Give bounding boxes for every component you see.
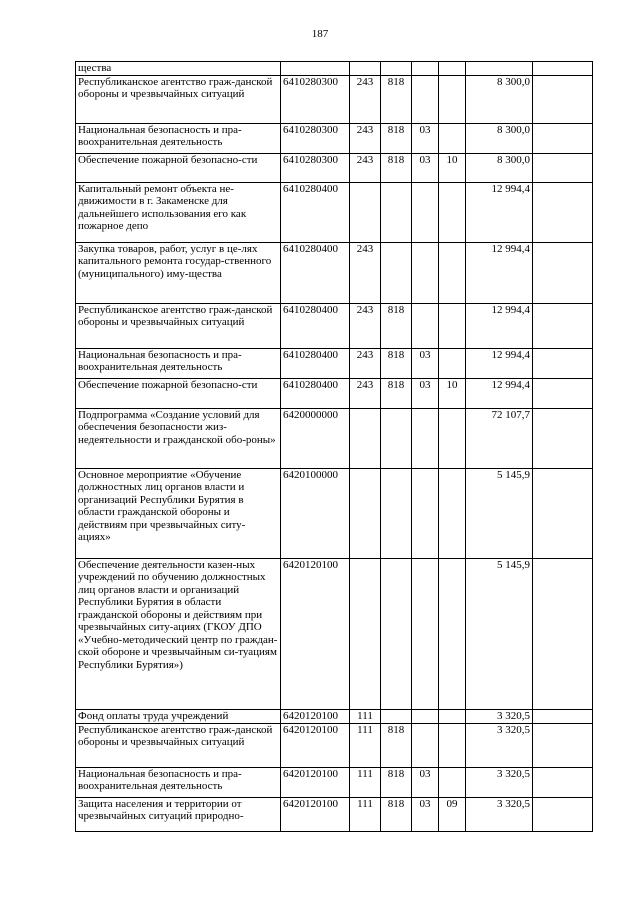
row-name: Республиканское агентство граж-данской обороны и чрезвычайных ситуаций xyxy=(76,723,281,767)
row-code: 6410280300 xyxy=(281,153,350,182)
row-expense-type: 111 xyxy=(350,767,381,797)
row-subsection xyxy=(439,558,466,709)
row-expense-type xyxy=(350,62,381,76)
row-administrator xyxy=(381,242,412,303)
table-row xyxy=(76,723,593,767)
row-code: 6420120100 xyxy=(281,723,350,767)
row-section: 03 xyxy=(412,123,439,153)
row-code: 6410280300 xyxy=(281,75,350,123)
row-empty-cell xyxy=(533,303,593,348)
row-expense-type: 243 xyxy=(350,153,381,182)
row-amount: 8 300,0 xyxy=(466,75,533,123)
row-expense-type: 243 xyxy=(350,75,381,123)
row-administrator xyxy=(381,408,412,468)
row-subsection xyxy=(439,303,466,348)
row-code: 6410280400 xyxy=(281,182,350,242)
row-code: 6410280400 xyxy=(281,378,350,408)
row-expense-type xyxy=(350,468,381,558)
row-empty-cell xyxy=(533,767,593,797)
row-name: Обеспечение пожарной безопасно-сти xyxy=(76,153,281,182)
row-section xyxy=(412,62,439,76)
row-expense-type: 243 xyxy=(350,378,381,408)
row-administrator: 818 xyxy=(381,123,412,153)
row-empty-cell xyxy=(533,242,593,303)
row-name: Республиканское агентство граж-данской обороны и чрезвычайных ситуаций xyxy=(76,75,281,123)
row-code: 6420000000 xyxy=(281,408,350,468)
row-subsection: 09 xyxy=(439,797,466,831)
row-empty-cell xyxy=(533,408,593,468)
row-section: 03 xyxy=(412,153,439,182)
row-administrator xyxy=(381,62,412,76)
row-section: 03 xyxy=(412,378,439,408)
row-section xyxy=(412,558,439,709)
row-subsection xyxy=(439,75,466,123)
row-administrator xyxy=(381,182,412,242)
row-name: Фонд оплаты труда учреждений xyxy=(76,709,281,723)
page-number: 187 xyxy=(311,28,329,40)
row-code: 6410280400 xyxy=(281,348,350,378)
row-expense-type: 243 xyxy=(350,123,381,153)
row-subsection xyxy=(439,242,466,303)
table-body xyxy=(76,62,593,832)
table-row xyxy=(76,709,593,723)
row-section: 03 xyxy=(412,797,439,831)
row-amount: 12 994,4 xyxy=(466,378,533,408)
row-section xyxy=(412,182,439,242)
row-amount: 12 994,4 xyxy=(466,348,533,378)
table-row xyxy=(76,558,593,709)
row-name: Национальная безопасность и пра-воохранительная деятельность xyxy=(76,348,281,378)
row-amount: 3 320,5 xyxy=(466,709,533,723)
row-expense-type: 243 xyxy=(350,242,381,303)
row-empty-cell xyxy=(533,709,593,723)
row-administrator: 818 xyxy=(381,303,412,348)
row-empty-cell xyxy=(533,123,593,153)
row-amount: 5 145,9 xyxy=(466,558,533,709)
row-amount: 5 145,9 xyxy=(466,468,533,558)
row-empty-cell xyxy=(533,153,593,182)
row-section xyxy=(412,303,439,348)
row-administrator xyxy=(381,709,412,723)
row-section xyxy=(412,709,439,723)
row-administrator: 818 xyxy=(381,378,412,408)
row-administrator: 818 xyxy=(381,767,412,797)
row-name: Национальная безопасность и пра-воохранительная деятельность xyxy=(76,767,281,797)
table-row xyxy=(76,75,593,123)
row-administrator: 818 xyxy=(381,797,412,831)
row-amount: 12 994,4 xyxy=(466,303,533,348)
row-administrator: 818 xyxy=(381,153,412,182)
row-subsection xyxy=(439,723,466,767)
row-code: 6420120100 xyxy=(281,797,350,831)
row-expense-type: 111 xyxy=(350,723,381,767)
row-subsection xyxy=(439,62,466,76)
row-code xyxy=(281,62,350,76)
row-empty-cell xyxy=(533,797,593,831)
row-empty-cell xyxy=(533,558,593,709)
row-code: 6410280400 xyxy=(281,242,350,303)
row-expense-type: 111 xyxy=(350,709,381,723)
row-empty-cell xyxy=(533,723,593,767)
row-amount: 8 300,0 xyxy=(466,123,533,153)
row-subsection xyxy=(439,709,466,723)
row-expense-type xyxy=(350,408,381,468)
row-name: Национальная безопасность и пра-воохранительная деятельность xyxy=(76,123,281,153)
row-subsection xyxy=(439,123,466,153)
row-section xyxy=(412,723,439,767)
row-code: 6420120100 xyxy=(281,767,350,797)
row-expense-type xyxy=(350,558,381,709)
row-section xyxy=(412,242,439,303)
row-section: 03 xyxy=(412,348,439,378)
row-subsection xyxy=(439,468,466,558)
row-code: 6420100000 xyxy=(281,468,350,558)
row-code: 6410280400 xyxy=(281,303,350,348)
row-amount: 12 994,4 xyxy=(466,242,533,303)
row-subsection xyxy=(439,182,466,242)
row-amount: 12 994,4 xyxy=(466,182,533,242)
row-expense-type xyxy=(350,182,381,242)
table-row xyxy=(76,468,593,558)
row-expense-type: 243 xyxy=(350,303,381,348)
row-subsection xyxy=(439,348,466,378)
table-row xyxy=(76,797,593,831)
table-row xyxy=(76,303,593,348)
row-amount: 3 320,5 xyxy=(466,797,533,831)
row-expense-type: 111 xyxy=(350,797,381,831)
table-row xyxy=(76,408,593,468)
row-section: 03 xyxy=(412,767,439,797)
row-subsection: 10 xyxy=(439,378,466,408)
table-row xyxy=(76,62,593,76)
table-row xyxy=(76,153,593,182)
row-subsection: 10 xyxy=(439,153,466,182)
row-administrator: 818 xyxy=(381,75,412,123)
row-empty-cell xyxy=(533,378,593,408)
row-code: 6420120100 xyxy=(281,558,350,709)
row-name: щества xyxy=(76,62,281,76)
budget-table xyxy=(75,61,593,832)
row-name: Подпрограмма «Создание условий для обеспечения безопасности жиз-недеятельности и гражданской обо-роны» xyxy=(76,408,281,468)
row-amount: 3 320,5 xyxy=(466,723,533,767)
row-name: Обеспечение деятельности казен-ных учреждений по обучению должностных лиц органов власти и организаций Республики Бурятия в области гражданской обороны и действиям при чрезвычайных ситу-ациях (ГКОУ ДПО «Учебно-методический центр по граждан-ской обороне и чрезвычайным си-туациям Республики Бурятия») xyxy=(76,558,281,709)
row-empty-cell xyxy=(533,75,593,123)
row-subsection xyxy=(439,408,466,468)
row-name: Закупка товаров, работ, услуг в це-лях капитального ремонта государ-ственного (муниципального) иму-щества xyxy=(76,242,281,303)
table-row xyxy=(76,767,593,797)
row-amount: 8 300,0 xyxy=(466,153,533,182)
row-expense-type: 243 xyxy=(350,348,381,378)
row-amount: 3 320,5 xyxy=(466,767,533,797)
table-row xyxy=(76,242,593,303)
row-amount: 72 107,7 xyxy=(466,408,533,468)
row-section xyxy=(412,75,439,123)
row-administrator xyxy=(381,558,412,709)
row-name: Республиканское агентство граж-данской обороны и чрезвычайных ситуаций xyxy=(76,303,281,348)
row-administrator: 818 xyxy=(381,348,412,378)
row-name: Защита населения и территории от чрезвычайных ситуаций природно- xyxy=(76,797,281,831)
row-section xyxy=(412,408,439,468)
row-administrator: 818 xyxy=(381,723,412,767)
row-amount xyxy=(466,62,533,76)
row-code: 6410280300 xyxy=(281,123,350,153)
row-name: Капитальный ремонт объекта не-движимости в г. Закаменске для дальнейшего использования его как пожарное депо xyxy=(76,182,281,242)
row-subsection xyxy=(439,767,466,797)
row-name: Основное мероприятие «Обучение должностных лиц органов власти и организаций Республики Бурятия в области гражданской обороны и действиям при чрезвычайных ситу-ациях» xyxy=(76,468,281,558)
row-name: Обеспечение пожарной безопасно-сти xyxy=(76,378,281,408)
row-code: 6420120100 xyxy=(281,709,350,723)
row-section xyxy=(412,468,439,558)
row-empty-cell xyxy=(533,182,593,242)
table-row xyxy=(76,348,593,378)
table-row xyxy=(76,182,593,242)
table-row xyxy=(76,123,593,153)
row-empty-cell xyxy=(533,348,593,378)
row-empty-cell xyxy=(533,62,593,76)
table-row xyxy=(76,378,593,408)
row-empty-cell xyxy=(533,468,593,558)
row-administrator xyxy=(381,468,412,558)
